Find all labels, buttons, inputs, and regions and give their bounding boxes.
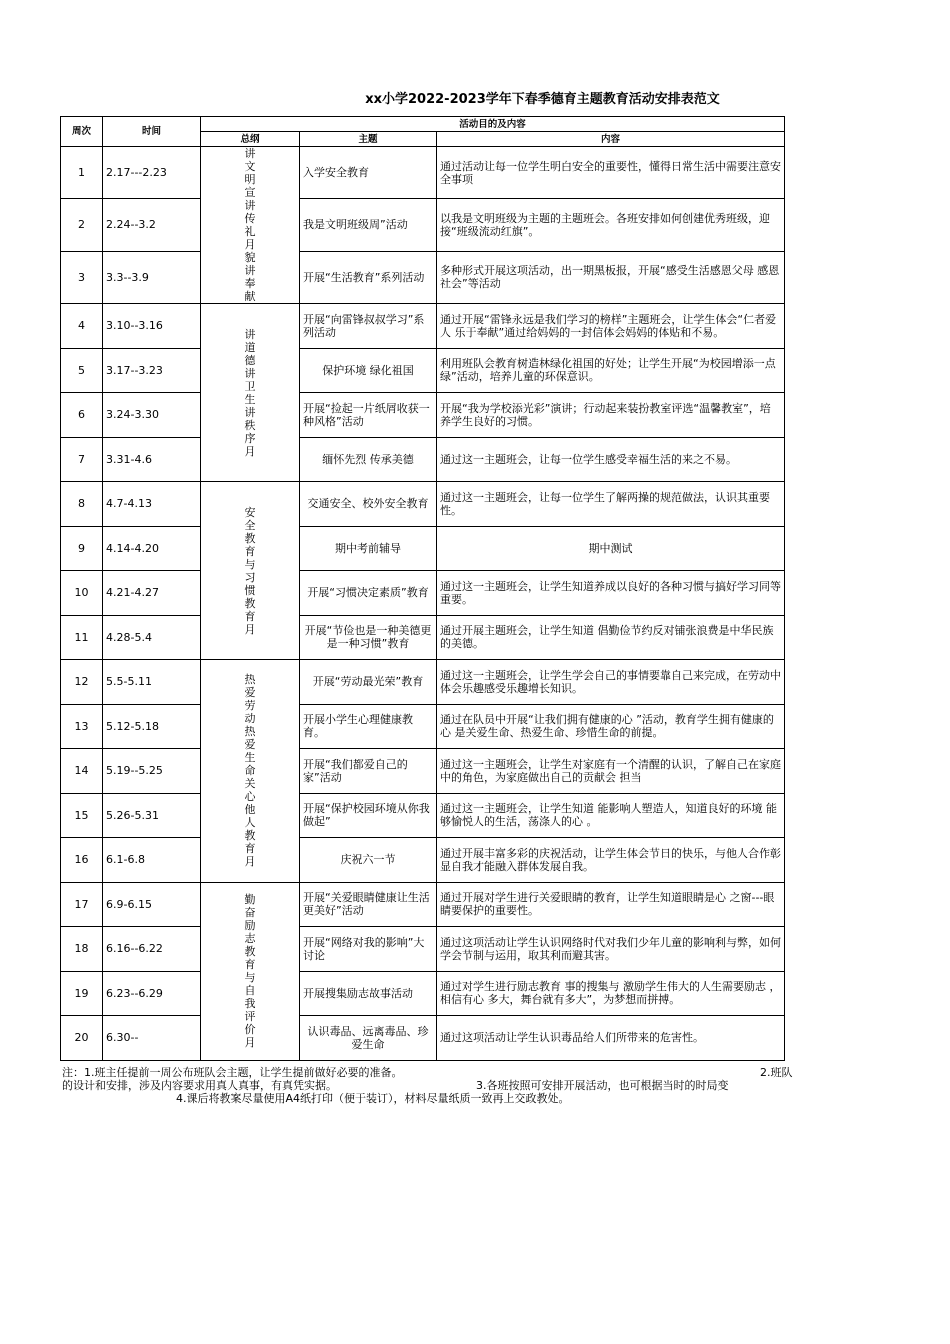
- time-cell: 3.31-4.6: [103, 437, 201, 482]
- note-2: 2.班队: [760, 1066, 793, 1079]
- time-cell: 5.5-5.11: [103, 660, 201, 705]
- outline-text: 讲文明宣讲传礼月貌讲奉献: [244, 147, 256, 303]
- content-cell: 以我是文明班级为主题的主题班会。各班安排如何创建优秀班级，迎接“班级流动红旗”。: [437, 199, 785, 251]
- week-cell: 1: [61, 147, 103, 199]
- time-cell: 5.26-5.31: [103, 793, 201, 838]
- time-cell: 5.12-5.18: [103, 704, 201, 749]
- theme-cell: 开展“网络对我的影响”大讨论: [300, 927, 437, 972]
- schedule-body: [61, 117, 785, 1061]
- content-cell: 通过这项活动让学生认识毒品给人们所带来的危害性。: [437, 1016, 785, 1061]
- table-row: [61, 704, 785, 749]
- week-cell: 8: [61, 482, 103, 527]
- time-cell: 6.16--6.22: [103, 927, 201, 972]
- time-cell: 3.10--3.16: [103, 304, 201, 349]
- week-cell: 14: [61, 749, 103, 794]
- table-row: [61, 251, 785, 303]
- content-cell: 通过这一主题班会，让每一位学生了解两操的规范做法，认识其重要性。: [437, 482, 785, 527]
- theme-cell: 开展“关爱眼睛健康让生活更美好”活动: [300, 882, 437, 927]
- theme-cell: 认识毒品、远离毒品、珍爱生命: [300, 1016, 437, 1061]
- header-time: 时间: [103, 117, 201, 147]
- table-row: [61, 927, 785, 972]
- week-cell: 12: [61, 660, 103, 705]
- outline-cell: [201, 482, 300, 660]
- table-row: [61, 838, 785, 883]
- week-cell: 2: [61, 199, 103, 251]
- content-cell: 通过这一主题班会，让学生学会自己的事情要靠自己来完成，在劳动中体会乐趣感受乐趣增长知识。: [437, 660, 785, 705]
- note-3: 3.各班按照可安排开展活动，也可根据当时的时局变: [476, 1079, 729, 1092]
- content-cell: 通过开展主题班会，让学生知道 倡勤俭节约反对铺张浪费是中华民族的美德。: [437, 615, 785, 660]
- time-cell: 6.9-6.15: [103, 882, 201, 927]
- outline-cell: [201, 882, 300, 1060]
- schedule-table: [60, 116, 785, 1061]
- theme-cell: 开展“保护校园环境从你我做起”: [300, 793, 437, 838]
- theme-cell: 开展“节俭也是一种美德更是一种习惯”教育: [300, 615, 437, 660]
- table-row: [61, 393, 785, 438]
- content-cell: 通过活动让每一位学生明白安全的重要性，懂得日常生活中需要注意安全事项: [437, 147, 785, 199]
- week-cell: 10: [61, 571, 103, 616]
- time-cell: 4.28-5.4: [103, 615, 201, 660]
- week-cell: 20: [61, 1016, 103, 1061]
- header-week: 周次: [61, 117, 103, 147]
- week-cell: 15: [61, 793, 103, 838]
- time-cell: 6.1-6.8: [103, 838, 201, 883]
- table-row: [61, 147, 785, 199]
- week-cell: 7: [61, 437, 103, 482]
- time-cell: 4.7-4.13: [103, 482, 201, 527]
- content-cell: 通过这一主题班会，让学生知道养成以良好的各种习惯与搞好学习同等重要。: [437, 571, 785, 616]
- theme-cell: 我是文明班级周”活动: [300, 199, 437, 251]
- week-cell: 6: [61, 393, 103, 438]
- note-1: 注：1.班主任提前一周公布班队会主题，让学生提前做好必要的准备。: [62, 1066, 403, 1079]
- header-content: 内容: [437, 132, 785, 147]
- table-row: [61, 348, 785, 393]
- outline-cell: [201, 147, 300, 304]
- week-cell: 19: [61, 971, 103, 1016]
- week-cell: 11: [61, 615, 103, 660]
- page-title: xx小学2022-2023学年下春季德育主题教育活动安排表范文: [365, 92, 720, 107]
- table-row: [61, 882, 785, 927]
- table-row: [61, 482, 785, 527]
- content-cell: 通过在队员中开展“让我们拥有健康的心 ”活动，教育学生拥有健康的心 是关爱生命、热爱生命、珍惜生命的前提。: [437, 704, 785, 749]
- outline-cell: [201, 304, 300, 482]
- time-cell: 3.17--3.23: [103, 348, 201, 393]
- theme-cell: 开展“习惯决定素质”教育: [300, 571, 437, 616]
- outline-cell: [201, 660, 300, 883]
- content-cell: 通过这一主题班会，让每一位学生感受幸福生活的来之不易。: [437, 437, 785, 482]
- outline-text: 讲道德讲卫生讲秩序月: [244, 327, 256, 458]
- outline-text: 勤奋励志教育与自我评价月: [244, 893, 256, 1049]
- header-group: 活动目的及内容: [201, 117, 785, 132]
- theme-cell: 入学安全教育: [300, 147, 437, 199]
- note-2-cont: 的设计和安排，涉及内容要求用真人真事，有真凭实据。: [62, 1079, 337, 1092]
- week-cell: 16: [61, 838, 103, 883]
- table-row: [61, 199, 785, 251]
- theme-cell: 开展“我们都爱自己的家”活动: [300, 749, 437, 794]
- table-row: [61, 526, 785, 571]
- week-cell: 4: [61, 304, 103, 349]
- time-cell: 3.24-3.30: [103, 393, 201, 438]
- outline-text: 安全教育与习惯教育月: [244, 505, 256, 636]
- content-cell: 通过这项活动让学生认识网络时代对我们少年儿童的影响利与弊，如何学会节制与运用，取其利而避其害。: [437, 927, 785, 972]
- week-cell: 17: [61, 882, 103, 927]
- theme-cell: 交通安全、校外安全教育: [300, 482, 437, 527]
- theme-cell: 期中考前辅导: [300, 526, 437, 571]
- content-cell: 通过开展丰富多彩的庆祝活动，让学生体会节日的快乐，与他人合作彰显自我才能融入群体发展自我。: [437, 838, 785, 883]
- header-row-1: [61, 117, 785, 132]
- content-cell: 利用班队会教育树造林绿化祖国的好处；让学生开展“为校园增添一点绿”活动，培养儿童的环保意识。: [437, 348, 785, 393]
- content-cell: 期中测试: [437, 526, 785, 571]
- table-row: [61, 571, 785, 616]
- table-row: [61, 437, 785, 482]
- table-row: [61, 304, 785, 349]
- outline-text: 热爱劳动热爱生命关心他人教育月: [244, 673, 256, 869]
- time-cell: 3.3--3.9: [103, 251, 201, 303]
- content-cell: 通过开展对学生进行关爱眼睛的教育，让学生知道眼睛是心 之窗---眼睛要保护的重要性。: [437, 882, 785, 927]
- time-cell: 2.24--3.2: [103, 199, 201, 251]
- theme-cell: 开展小学生心理健康教育。: [300, 704, 437, 749]
- week-cell: 3: [61, 251, 103, 303]
- header-theme: 主题: [300, 132, 437, 147]
- content-cell: 通过对学生进行励志教育 事的搜集与 激励学生伟大的人生需要励志 ，相信有心 多大，舞台就有多大”，为梦想而拼搏。: [437, 971, 785, 1016]
- table-row: [61, 615, 785, 660]
- time-cell: 5.19--5.25: [103, 749, 201, 794]
- content-cell: 通过这一主题班会，让学生对家庭有一个清醒的认识，了解自己在家庭中的角色，为家庭做出自己的贡献会 担当: [437, 749, 785, 794]
- week-cell: 5: [61, 348, 103, 393]
- theme-cell: 开展“向雷锋叔叔学习”系列活动: [300, 304, 437, 349]
- theme-cell: 开展搜集励志故事活动: [300, 971, 437, 1016]
- theme-cell: 保护环境 绿化祖国: [300, 348, 437, 393]
- content-cell: 多种形式开展这项活动，出一期黑板报，开展“感受生活感恩父母 感恩社会”等活动: [437, 251, 785, 303]
- table-row: [61, 660, 785, 705]
- note-4: 4.课后将教案尽量使用A4纸打印（便于装订），材料尽量纸质一致再上交政教处。: [176, 1092, 570, 1105]
- table-row: [61, 793, 785, 838]
- table-row: [61, 1016, 785, 1061]
- content-cell: 开展“我为学校添光彩”演讲；行动起来装扮教室评选“温馨教室”，培养学生良好的习惯。: [437, 393, 785, 438]
- time-cell: 4.14-4.20: [103, 526, 201, 571]
- time-cell: 2.17---2.23: [103, 147, 201, 199]
- table-row: [61, 749, 785, 794]
- time-cell: 4.21-4.27: [103, 571, 201, 616]
- theme-cell: 开展“生活教育”系列活动: [300, 251, 437, 303]
- theme-cell: 庆祝六一节: [300, 838, 437, 883]
- time-cell: 6.30--: [103, 1016, 201, 1061]
- theme-cell: 开展“劳动最光荣”教育: [300, 660, 437, 705]
- week-cell: 18: [61, 927, 103, 972]
- time-cell: 6.23--6.29: [103, 971, 201, 1016]
- theme-cell: 开展“捡起一片纸屑收获一种风格”活动: [300, 393, 437, 438]
- week-cell: 13: [61, 704, 103, 749]
- header-outline: 总纲: [201, 132, 300, 147]
- week-cell: 9: [61, 526, 103, 571]
- content-cell: 通过开展“雷锋永远是我们学习的榜样”主题班会，让学生体会“仁者爱人 乐于奉献”通过给妈妈的一封信体会妈妈的体贴和不易。: [437, 304, 785, 349]
- content-cell: 通过这一主题班会，让学生知道 能影响人塑造人，知道良好的环境 能够愉悦人的生活，荡涤人的心 。: [437, 793, 785, 838]
- theme-cell: 缅怀先烈 传承美德: [300, 437, 437, 482]
- table-row: [61, 971, 785, 1016]
